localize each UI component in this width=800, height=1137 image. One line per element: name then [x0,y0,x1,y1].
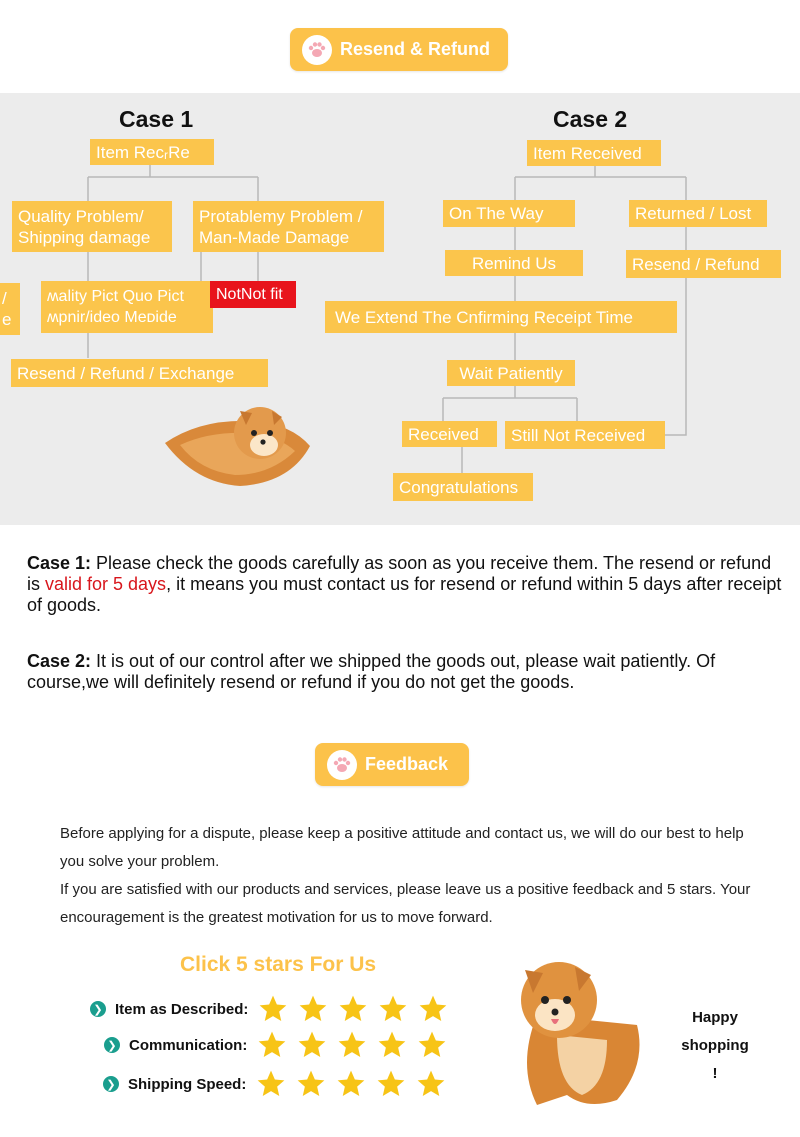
case2-on-the-way: On The Way [443,200,575,227]
rating-row-communication [104,1029,449,1061]
case1-photo-evidence [41,281,213,333]
star-icon[interactable] [254,1068,288,1100]
star-icon[interactable] [416,993,450,1025]
case2-text: It is out of our control after we shipped the goods out, please wait patiently. Of course,we will definitely resend or refund if you do not get the goods. [27,651,716,692]
probably-line1: Protablemy Problem / [199,206,363,226]
rating-label: Communication: [129,1036,248,1054]
case1-title: Case 1 [119,106,194,132]
photo-line2: ʍpnir/ideo Meᴅide [47,309,177,326]
happy-shopping-text [672,1004,758,1088]
feedback-title: Feedback [365,754,449,774]
star-group[interactable] [256,993,450,1025]
happy-line3: ! [712,1065,718,1082]
star-group[interactable] [255,1029,449,1061]
paw-icon [327,750,357,780]
case2-resend-refund: Resend / Refund [626,250,781,278]
star-icon[interactable] [375,1029,409,1061]
case1-not-fit: NotNot fit [210,281,296,308]
feedback-text [60,820,760,932]
star-icon[interactable] [374,1068,408,1100]
photo-line1: ʍality Pict Quo Pict [47,288,184,305]
case1-probably-problem [193,201,384,252]
flowchart-panel [0,93,800,525]
star-icon[interactable] [336,993,370,1025]
chevron-right-icon: ❯ [103,1076,119,1092]
feedback-line1: Before applying for a dispute, please keep a positive attitude and contact us, we will do our best to help you solve your problem. [60,825,744,870]
star-icon[interactable] [296,993,330,1025]
case1-text-a: Please check the goods carefully as soon as you receive them. The resend or refund is [27,553,772,594]
flying-dog-illustration [160,401,320,491]
click-stars-title: Click 5 stars For Us [180,953,377,976]
case2-extend-receipt-time: We Extend The Cnfirming Receipt Time [325,301,677,333]
case2-congratulations: Congratulations [393,473,533,501]
star-group[interactable] [254,1068,448,1100]
happy-line2: shopping [681,1037,749,1054]
star-icon[interactable] [415,1029,449,1061]
quality-line1: Quality Problem/ [18,206,144,226]
case1-label: Case 1: [27,553,92,573]
case1-explanation [27,553,787,616]
case2-wait-patiently: Wait Patiently [447,360,575,386]
edge-line2: e [2,310,12,329]
case2-still-not-received: Still Not Received [505,421,665,449]
star-icon[interactable] [335,1029,369,1061]
star-icon[interactable] [295,1029,329,1061]
case1-highlight: valid for 5 days [45,574,167,594]
star-icon[interactable] [414,1068,448,1100]
case2-remind-us: Remind Us [445,250,583,276]
probably-line2: Man-Made Damage [199,227,350,247]
paw-icon [302,35,332,65]
star-icon[interactable] [255,1029,289,1061]
star-icon[interactable] [256,993,290,1025]
case2-explanation [27,651,787,693]
pomeranian-illustration [497,955,657,1115]
rating-label: Item as Described: [115,1000,249,1018]
happy-line1: Happy [692,1009,738,1026]
case2-label: Case 2: [27,651,92,671]
rating-label: Shipping Speed: [128,1075,247,1093]
case2-title: Case 2 [553,106,628,132]
case2-received: Received [402,421,497,447]
rating-row-item-described [90,993,450,1025]
case2-item-received: Item Received [527,140,661,166]
resend-refund-header [290,28,508,71]
chevron-right-icon: ❯ [90,1001,106,1017]
feedback-line2: If you are satisfied with our products and services, please leave us a positive feedback and 5 stars. Your encouragement is the greatest motivation for us to move forward. [60,881,751,926]
chevron-right-icon: ❯ [104,1037,120,1053]
feedback-header [315,743,469,786]
rating-row-shipping-speed [103,1068,448,1100]
star-icon[interactable] [376,993,410,1025]
edge-line1: / [2,289,7,308]
star-icon[interactable] [294,1068,328,1100]
case1-resend-refund-exchange: Resend / Refund / Exchange [11,359,268,387]
case2-returned-lost: Returned / Lost [629,200,767,227]
quality-line2: Shipping damage [18,227,151,247]
case1-item-received: Item RecᵣRe [90,139,214,165]
case1-text-b: , it means you must contact us for resend or refund within 5 days after receipt of goods. [27,574,782,615]
star-icon[interactable] [334,1068,368,1100]
case1-quality-problem [12,201,172,252]
case1-edge-node [0,283,20,335]
resend-refund-title: Resend & Refund [340,39,491,59]
